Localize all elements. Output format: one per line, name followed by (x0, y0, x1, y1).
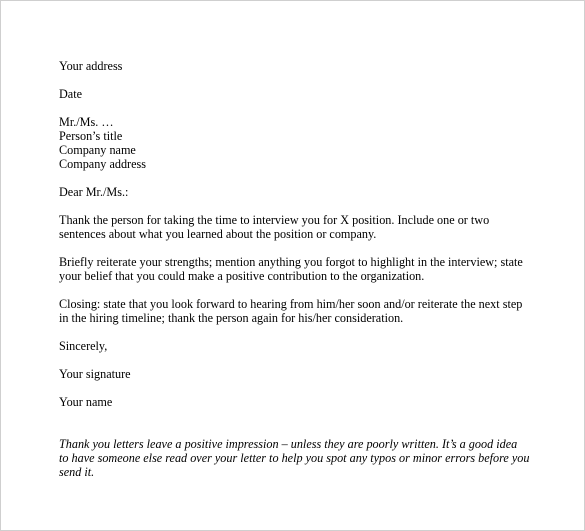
closing: Sincerely, (59, 339, 108, 353)
recipient-block (59, 115, 539, 171)
paragraph-closing (59, 297, 539, 325)
paragraph-line: your belief that you could make a positive contribution to the organization. (59, 269, 425, 283)
sender-name: Your name (59, 395, 113, 409)
paragraph-line: Thank the person for taking the time to interview you for X position. Include one or two (59, 213, 490, 227)
recipient-company-address: Company address (59, 157, 146, 171)
recipient-company-name: Company name (59, 143, 136, 157)
signature: Your signature (59, 367, 131, 381)
letter-body (59, 59, 539, 479)
recipient-name: Mr./Ms. … (59, 115, 114, 129)
note-line: send it. (59, 465, 95, 479)
paragraph-line: Briefly reiterate your strengths; mention anything you forgot to highlight in the interview; state (59, 255, 523, 269)
paragraph-line: sentences about what you learned about the position or company. (59, 227, 377, 241)
recipient-title: Person’s title (59, 129, 123, 143)
paragraph-intro (59, 213, 539, 241)
advice-note (59, 437, 539, 479)
greeting: Dear Mr./Ms.: (59, 185, 129, 199)
note-line: to have someone else read over your letter to help you spot any typos or minor errors before you (59, 451, 530, 465)
note-line: Thank you letters leave a positive impression – unless they are poorly written. It’s a good idea (59, 437, 518, 451)
sender-address: Your address (59, 59, 123, 73)
paragraph-line: in the hiring timeline; thank the person again for his/her consideration. (59, 311, 404, 325)
paragraph-strengths (59, 255, 539, 283)
paragraph-line: Closing: state that you look forward to hearing from him/her soon and/or reiterate the next step (59, 297, 523, 311)
letter-date: Date (59, 87, 83, 101)
